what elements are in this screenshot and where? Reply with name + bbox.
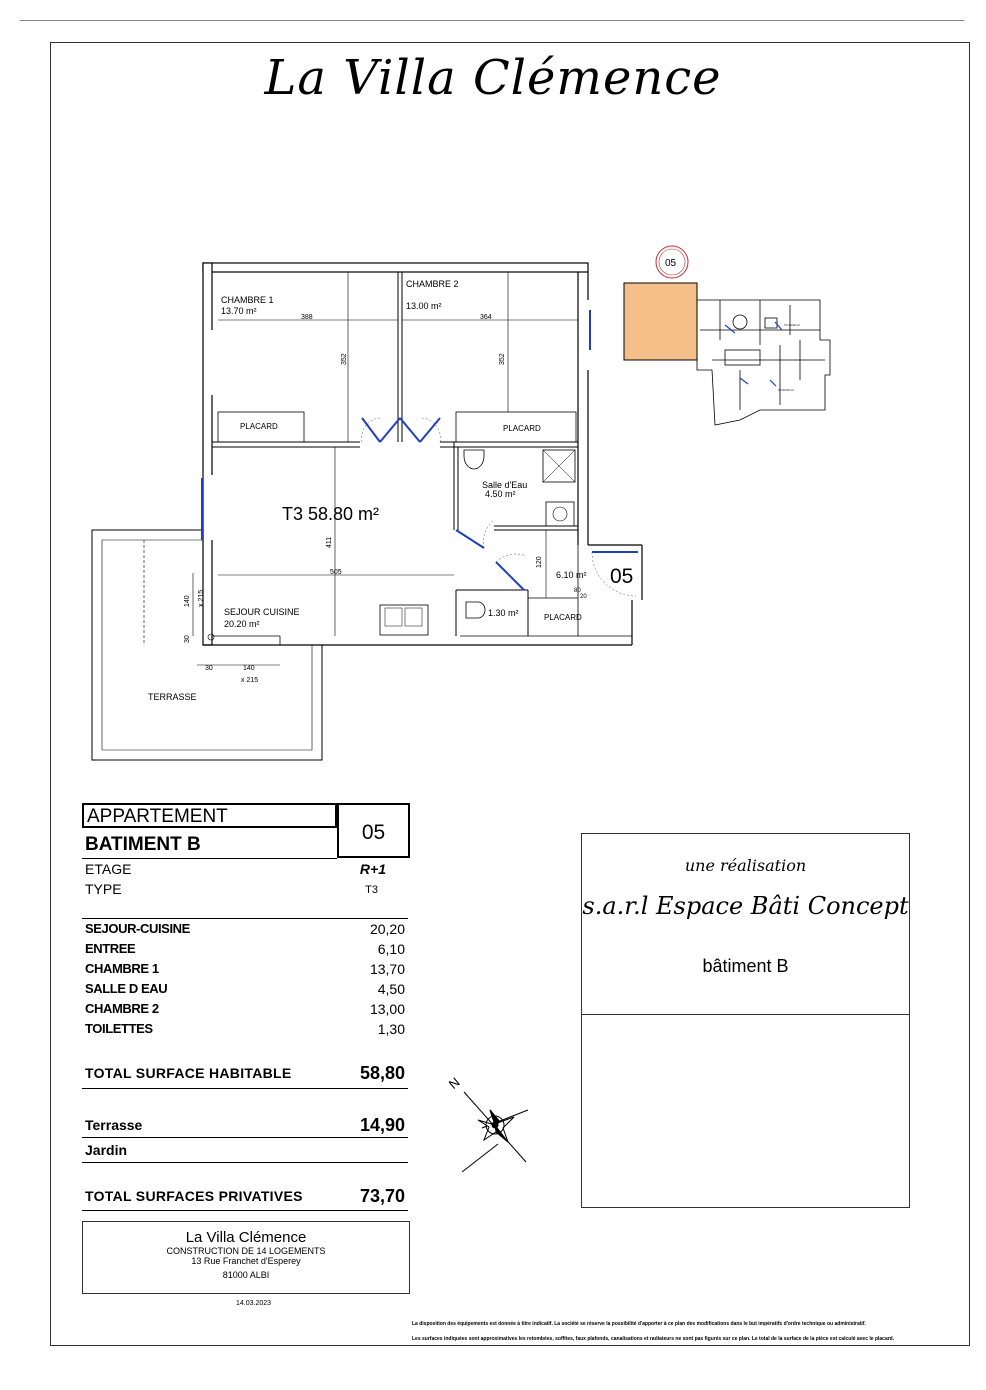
room-salle-name: Salle d'Eau — [482, 480, 528, 490]
disclaimer-line1: La disposition des équipements est donnée à titre indicatif. La société se réserve la possibilité d'apporter à ce plan des modifications dans le but impératifs d'ordre technique ou administratif. — [412, 1321, 866, 1327]
page-title: La Villa Clémence — [264, 50, 722, 106]
dim-411: 411 — [326, 536, 333, 548]
room-row-value: 13,70 — [369, 961, 405, 977]
wc-toilet — [466, 602, 485, 618]
plan-date: 14.03.2023 — [236, 1300, 272, 1307]
placard-label-2: PLACARD — [503, 424, 541, 433]
sink — [380, 605, 428, 635]
room-sejour-name: SEJOUR CUISINE — [224, 607, 300, 617]
room-row-name: CHAMBRE 2 — [85, 1001, 159, 1016]
placard-label-1: PLACARD — [240, 422, 278, 431]
key-area-a: T3 44.90 m² — [784, 323, 801, 327]
dim-x215-v: x 215 — [198, 589, 205, 607]
etage-label: ETAGE — [85, 861, 132, 877]
address-line1: CONSTRUCTION DE 14 LOGEMENTS — [166, 1246, 326, 1256]
type-value: T3 — [365, 884, 378, 896]
dim-352-b: 352 — [499, 353, 506, 365]
total-privatives-label: TOTAL SURFACES PRIVATIVES — [85, 1188, 303, 1204]
room-row-name: CHAMBRE 1 — [85, 961, 159, 976]
room-row-value: 4,50 — [377, 981, 405, 997]
wc-bowl — [464, 450, 484, 469]
terrasse-label: Terrasse — [85, 1117, 143, 1133]
dim-140-v: 140 — [184, 595, 191, 607]
key-highlight — [624, 283, 697, 360]
total-habitable-value: 58,80 — [359, 1063, 405, 1083]
appartement-header — [82, 803, 337, 828]
dim-30-h: 30 — [205, 665, 213, 672]
wall-left — [203, 263, 212, 645]
dim-30-v: 30 — [184, 635, 191, 643]
unit-label: 05 — [610, 565, 634, 588]
room-salle-area: 4.50 m² — [485, 489, 516, 499]
address-line3: 81000 ALBI — [222, 1270, 270, 1280]
room-row-name: SALLE D EAU — [85, 981, 168, 996]
batiment-label: BATIMENT B — [85, 834, 201, 855]
room-row-value: 13,00 — [369, 1001, 405, 1017]
room-row-name: ENTREE — [85, 941, 136, 956]
placard-label-3: PLACARD — [544, 613, 582, 622]
room-sejour-area: 20.20 m² — [224, 619, 260, 629]
dim-388: 388 — [301, 314, 313, 321]
room-row-value: 1,30 — [377, 1021, 405, 1037]
dim-140-h: 140 — [243, 665, 255, 672]
room-chambre2-area: 13.00 m² — [406, 301, 442, 311]
dim-505: 505 — [330, 569, 342, 576]
appartement-label: APPARTEMENT — [87, 806, 228, 827]
room-wc-area: 1.30 m² — [488, 608, 519, 618]
key-plan — [697, 300, 830, 425]
credit-batiment: bâtiment B — [702, 956, 789, 976]
room-row-value: 6,10 — [377, 941, 405, 957]
disclaimer-line2: Les surfaces indiquées sont approximatives les retombées, soffites, faux plafonds, canalisations et radiateurs ne sont pas figurés sur ce plan. Le total de la surface de la pièce est calculé avec le placard. — [412, 1336, 895, 1342]
credit-line2: s.a.r.l Espace Bâti Concept — [582, 892, 909, 920]
apartment-number-box — [337, 803, 410, 858]
terrasse-value: 14,90 — [359, 1115, 405, 1135]
key-marker: 05 — [665, 258, 677, 269]
compass-rose — [440, 1070, 550, 1180]
total-privatives-value: 73,70 — [359, 1186, 405, 1206]
address-box — [82, 1221, 410, 1294]
wall-top — [203, 263, 588, 272]
credit-line1: une réalisation — [684, 856, 807, 875]
room-chambre1-name: CHAMBRE 1 — [221, 295, 274, 305]
room-row-value: 20,20 — [369, 921, 405, 937]
total-habitable-label: TOTAL SURFACE HABITABLE — [85, 1065, 292, 1081]
room-chambre2-name: CHAMBRE 2 — [406, 279, 459, 289]
jardin-label: Jardin — [85, 1142, 128, 1158]
apartment-area-label: T3 58.80 m² — [282, 504, 380, 524]
type-label: TYPE — [85, 881, 122, 897]
terrace-label: TERRASSE — [148, 692, 197, 702]
compass-north: N — [445, 1074, 463, 1092]
wash-basin — [546, 502, 574, 526]
dim-20: 20 — [580, 594, 587, 600]
key-area-b: T3 60.60 m² — [778, 388, 795, 392]
room-entree-area: 6.10 m² — [556, 570, 587, 580]
address-line2: 13 Rue Franchet d'Esperey — [191, 1256, 301, 1266]
etage-value: R+1 — [359, 861, 386, 877]
room-row-name: TOILETTES — [85, 1021, 153, 1036]
address-name: La Villa Clémence — [185, 1229, 307, 1246]
credit-box — [581, 833, 910, 1208]
dim-352-a: 352 — [341, 353, 348, 365]
room-chambre1-area: 13.70 m² — [221, 306, 257, 316]
dim-80: 80 — [574, 588, 581, 594]
dim-364: 364 — [480, 314, 492, 321]
dim-120: 120 — [536, 556, 543, 568]
room-row-name: SEJOUR-CUISINE — [85, 921, 190, 936]
dim-x215-h: x 215 — [241, 677, 259, 684]
apartment-number: 05 — [361, 821, 386, 844]
